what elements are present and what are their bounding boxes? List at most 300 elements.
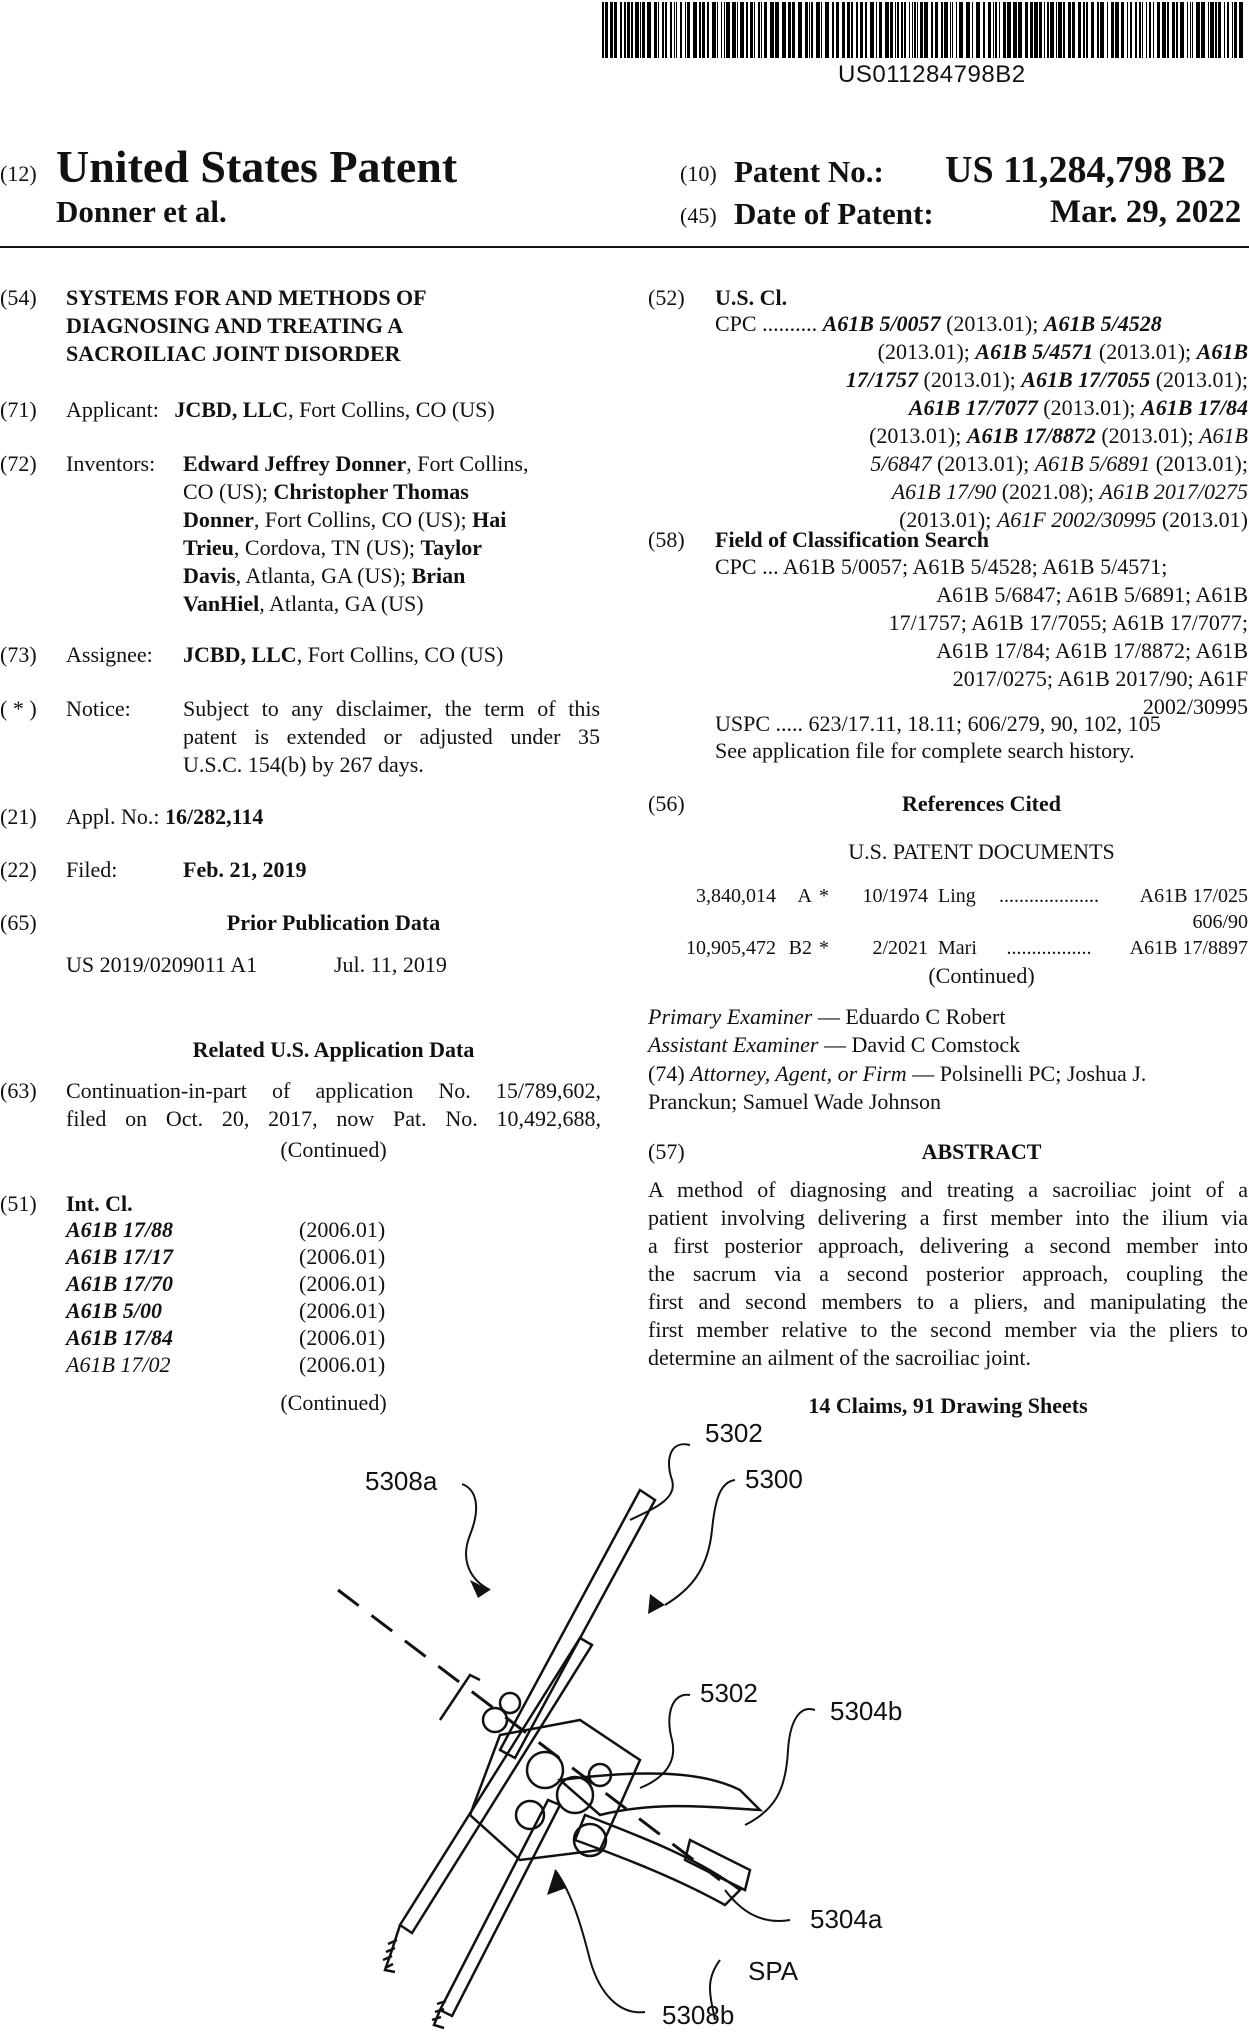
claims-line: 14 Claims, 91 Drawing Sheets xyxy=(808,1393,1088,1418)
barcode-bar xyxy=(1078,2,1081,58)
cpc-line xyxy=(715,450,1248,478)
barcode-bar xyxy=(726,2,730,58)
barcode-bar xyxy=(993,2,994,58)
barcode-bar xyxy=(647,2,651,58)
barcode-bar xyxy=(931,2,933,58)
intcl-label: Int. Cl. xyxy=(66,1191,133,1216)
label-5304a: 5304a xyxy=(810,1904,883,1934)
barcode-bar xyxy=(885,2,889,58)
assignee-code: (73) xyxy=(0,642,37,667)
barcode-bar xyxy=(1210,2,1214,58)
cpc-text: (2013.01); xyxy=(1037,395,1142,420)
barcode-bar xyxy=(1058,2,1062,58)
barcode-bar xyxy=(775,2,779,58)
barcode-bar xyxy=(658,2,659,58)
inventor-line xyxy=(183,478,603,506)
continuation-more: (Continued) xyxy=(280,1137,387,1162)
barcode-bar xyxy=(605,2,608,58)
barcode-bar xyxy=(699,2,701,58)
barcode-bar xyxy=(746,2,748,58)
barcode-bar xyxy=(1239,2,1243,58)
barcode-bar xyxy=(1135,2,1137,58)
barcode-bar xyxy=(1234,2,1237,58)
intcl-version: (2006.01) xyxy=(299,1352,386,1377)
attorney-line2: Pranckun; Samuel Wade Johnson xyxy=(648,1089,941,1114)
abstract-line: A method of diagnosing and treating a sacroiliac joint of a xyxy=(648,1177,1248,1202)
refs-code: (56) xyxy=(648,791,685,816)
barcode-bar xyxy=(952,2,953,58)
cpc-text: A61B 17/7077 xyxy=(908,395,1038,420)
intcl-code: (51) xyxy=(0,1191,37,1216)
barcode-bar xyxy=(1068,2,1071,58)
barcode-bar xyxy=(1149,2,1151,58)
reference-kind: A xyxy=(797,885,812,907)
barcode-bar xyxy=(1086,2,1088,58)
inventor-text: , Atlanta, GA (US) xyxy=(259,591,424,616)
reference-name: Mari xyxy=(938,937,977,959)
abstract-line: determine an ailment of the sacroiliac joint. xyxy=(648,1345,1032,1370)
patent-number: US 11,284,798 B2 xyxy=(945,149,1226,191)
barcode-bar xyxy=(1215,2,1217,58)
barcode-bar xyxy=(1232,2,1233,58)
date-label: Date of Patent: xyxy=(734,196,934,231)
cpc-text: (2013.01); xyxy=(1095,423,1200,448)
see-line: See application file for complete search history. xyxy=(715,738,1135,763)
primary-label: Primary Examiner xyxy=(648,1004,813,1029)
barcode-bar xyxy=(685,2,686,58)
cpc-text: (2013.01); xyxy=(940,311,1044,336)
cpc-text: (2013.01); xyxy=(877,339,976,364)
barcode-bar xyxy=(956,2,957,58)
barcode-bar xyxy=(676,2,677,58)
barcode-bar xyxy=(1056,2,1057,58)
cpc-text: (2013.01) xyxy=(1156,507,1248,532)
barcode-bar xyxy=(662,2,664,58)
barcode-bar xyxy=(758,2,760,58)
reference-no: 3,840,014 xyxy=(696,885,776,907)
continuation-code: (63) xyxy=(0,1078,37,1103)
barcode-bar xyxy=(811,2,813,58)
field-cpc-line: 2002/30995 xyxy=(1142,694,1248,719)
cpc-text: A61B xyxy=(1199,423,1248,448)
barcode-bar xyxy=(950,2,951,58)
barcode-bar xyxy=(825,2,829,58)
barcode-bar xyxy=(901,2,903,58)
reference-name: Ling xyxy=(938,885,976,907)
inventor-line xyxy=(183,534,603,562)
barcode-bar xyxy=(876,2,877,58)
related-heading: Related U.S. Application Data xyxy=(192,1037,475,1062)
barcode-bar xyxy=(1130,2,1132,58)
barcode-bar xyxy=(1047,2,1049,58)
inventors-code: (72) xyxy=(0,451,37,476)
barcode-bar xyxy=(944,2,948,58)
notice-line: patent is extended or adjusted under 35 xyxy=(183,724,600,749)
intcl-row xyxy=(66,1216,601,1243)
cpc-text: (2021.08); xyxy=(996,479,1100,504)
cpc-text: (2013.01); xyxy=(1150,367,1248,392)
field-code: (58) xyxy=(648,527,685,552)
cpc-line xyxy=(715,478,1248,506)
intcl-version: (2006.01) xyxy=(299,1325,386,1350)
intcl-row xyxy=(66,1243,601,1270)
barcode-bar xyxy=(1187,2,1188,58)
inventors-label: Inventors: xyxy=(66,451,156,476)
label-5304b: 5304b xyxy=(830,1696,903,1726)
cpc-text: A61B 17/84 xyxy=(1141,395,1248,420)
cpc-text: CPC .......... xyxy=(715,311,823,336)
barcode-bar xyxy=(1192,2,1193,58)
prior-publication xyxy=(66,951,601,979)
us-docs-heading: U.S. PATENT DOCUMENTS xyxy=(848,839,1115,864)
barcode-bar xyxy=(935,2,938,58)
cpc-text: 5/6847 xyxy=(870,451,932,476)
abstract-line: patient involving delivering a first member into the ilium via xyxy=(648,1205,1248,1230)
inventor-text: Davis xyxy=(183,563,236,588)
intcl-version: (2006.01) xyxy=(299,1244,386,1269)
attorney-line1: — Polsinelli PC; Joshua J. xyxy=(906,1061,1147,1086)
cpc-text: A61B 17/7055 xyxy=(1021,367,1151,392)
reference-kind: B2 xyxy=(788,937,812,959)
reference-cls: A61B 17/025 xyxy=(1139,885,1248,907)
title-line: DIAGNOSING AND TREATING A xyxy=(66,313,404,338)
barcode-bar xyxy=(737,2,738,58)
barcode-bar xyxy=(602,2,604,58)
code-12: (12) xyxy=(0,161,37,186)
barcode-bar xyxy=(816,2,820,58)
barcode-bar xyxy=(832,2,834,58)
barcode-bar xyxy=(770,2,774,58)
barcode-bar xyxy=(788,2,791,58)
applicant-label: Applicant: xyxy=(66,397,159,422)
primary-examiner xyxy=(648,1003,1005,1031)
notice-label: Notice: xyxy=(66,696,131,721)
inventor-text: , Cordova, TN (US); xyxy=(233,535,421,560)
filed-code: (22) xyxy=(0,857,37,882)
reference-star: * xyxy=(819,885,829,907)
barcode-bar xyxy=(941,2,943,58)
barcode-bar xyxy=(614,2,617,58)
label-5308b: 5308b xyxy=(662,2000,735,2030)
cpc-text: A61B 5/0057 xyxy=(822,311,941,336)
prior-pub-number: US 2019/0209011 A1 xyxy=(66,952,258,977)
barcode-bar xyxy=(764,2,767,58)
code-10: (10) xyxy=(680,161,717,186)
barcode-bar xyxy=(1100,2,1104,58)
barcode-bar xyxy=(809,2,810,58)
barcode-bar xyxy=(712,2,716,58)
abstract-heading: ABSTRACT xyxy=(921,1139,1042,1164)
barcode-bar xyxy=(693,2,697,58)
cpc-text: (2013.01); xyxy=(1093,339,1197,364)
barcode-bar xyxy=(821,2,822,58)
reference-row xyxy=(648,884,1248,910)
reference-dots: .................... xyxy=(999,885,1099,907)
barcode-bar xyxy=(1072,2,1075,58)
field-cpc-line: A61B 17/84; A61B 17/8872; A61B xyxy=(936,638,1248,663)
barcode-bar xyxy=(740,2,744,58)
inventor-line xyxy=(183,562,603,590)
barcode-bar xyxy=(1224,2,1225,58)
barcode-bar xyxy=(1201,2,1205,58)
barcode-bar xyxy=(798,2,802,58)
intcl-code-value: A61B 17/02 xyxy=(66,1352,171,1377)
appl xyxy=(66,803,601,831)
inventor-short: Donner et al. xyxy=(56,194,227,229)
barcode-bar xyxy=(1227,2,1229,58)
applicant-name: JCBD, LLC xyxy=(174,397,289,422)
abstract-line: first and second members to a pliers, and manipulating the xyxy=(648,1289,1248,1314)
barcode-bar xyxy=(983,2,985,58)
title-line: SACROILIAC JOINT DISORDER xyxy=(66,341,401,366)
barcode-bar xyxy=(654,2,657,58)
barcode-bar xyxy=(924,2,928,58)
barcode-bar xyxy=(631,2,633,58)
inventor-text: Edward Jeffrey Donner xyxy=(183,451,407,476)
barcode-bar xyxy=(1050,2,1054,58)
abstract-code: (57) xyxy=(648,1139,685,1164)
reference-date: 2/2021 xyxy=(872,937,928,959)
intcl-code-value: A61B 17/70 xyxy=(66,1271,173,1296)
barcode-bar xyxy=(870,2,874,58)
intcl-version: (2006.01) xyxy=(299,1298,386,1323)
barcode-bar xyxy=(912,2,913,58)
intcl-code-value: A61B 17/17 xyxy=(66,1244,173,1269)
barcode-bar xyxy=(707,2,709,58)
barcode-bar xyxy=(640,2,641,58)
barcode-bar xyxy=(1044,2,1045,58)
barcode-bar xyxy=(782,2,786,58)
prior-pub-date: Jul. 11, 2019 xyxy=(334,952,447,977)
refs-more: (Continued) xyxy=(928,963,1035,988)
barcode-bar xyxy=(1013,2,1017,58)
barcode-bar xyxy=(856,2,858,58)
field-cpc-line: 2017/0275; A61B 2017/90; A61F xyxy=(952,666,1248,691)
intcl-version: (2006.01) xyxy=(299,1271,386,1296)
cpc-text: A61B 5/4528 xyxy=(1043,311,1162,336)
barcode-bar xyxy=(1091,2,1094,58)
barcode-bar xyxy=(610,2,613,58)
barcode-bar xyxy=(1176,2,1178,58)
intcl-code-value: A61B 17/88 xyxy=(66,1217,173,1242)
attorney-label: Attorney, Agent, or Firm xyxy=(690,1061,907,1086)
patent-type: United States Patent xyxy=(56,141,458,192)
cpc-line xyxy=(715,338,1248,366)
barcode-bar xyxy=(1218,2,1221,58)
inventor-line xyxy=(183,450,603,478)
applicant-code: (71) xyxy=(0,397,37,422)
barcode-bar xyxy=(1111,2,1114,58)
intcl-version: (2006.01) xyxy=(299,1217,386,1242)
barcode-bar xyxy=(687,2,690,58)
notice-line: Subject to any disclaimer, the term of this xyxy=(183,696,600,721)
cpc-text: (2013.01); xyxy=(1150,451,1248,476)
assignee-label: Assignee: xyxy=(66,642,153,667)
cpc-text: A61B 5/6891 xyxy=(1034,451,1151,476)
barcode-bar xyxy=(1115,2,1119,58)
barcode-bar xyxy=(805,2,808,58)
reference-dots: ................. xyxy=(1006,937,1092,959)
inventor-line xyxy=(183,590,603,618)
barcode-bar xyxy=(1063,2,1065,58)
barcode-bar xyxy=(1030,2,1033,58)
barcode-bar xyxy=(909,2,910,58)
assignee-location: , Fort Collins, CO (US) xyxy=(296,642,504,667)
cpc-text: A61B 17/8872 xyxy=(966,423,1096,448)
inventor-text: , Atlanta, GA (US); xyxy=(235,563,412,588)
barcode-bar xyxy=(1172,2,1175,58)
barcode-bar xyxy=(732,2,736,58)
patent-drawing xyxy=(0,1420,1249,2032)
primary-name: — Eduardo C Robert xyxy=(812,1004,1006,1029)
barcode-bar xyxy=(717,2,718,58)
barcode-bar xyxy=(897,2,899,58)
cpc-list xyxy=(715,310,1248,534)
assistant-examiner xyxy=(648,1031,1020,1059)
barcode-bar xyxy=(914,2,916,58)
barcode-bar xyxy=(702,2,705,58)
notice-text xyxy=(183,695,600,779)
uscl-code: (52) xyxy=(648,285,685,310)
barcode-bar xyxy=(890,2,893,58)
cpc-text: (2013.01); xyxy=(899,507,997,532)
barcode-bar xyxy=(1025,2,1028,58)
barcode-bar xyxy=(792,2,795,58)
inventor-text: Trieu xyxy=(183,535,234,560)
intcl-list xyxy=(66,1216,601,1378)
document-number: US011284798B2 xyxy=(838,61,1026,88)
notice-line: U.S.C. 154(b) by 267 days. xyxy=(183,752,424,777)
barcode-bar xyxy=(865,2,867,58)
barcode-bar xyxy=(1196,2,1200,58)
abstract-text xyxy=(648,1176,1248,1372)
field-cpc-line: A61B 5/6847; A61B 5/6891; A61B xyxy=(936,582,1248,607)
barcode-bar xyxy=(761,2,762,58)
barcode-bar xyxy=(895,2,896,58)
abstract-line: first member relative to the second member via the pliers to xyxy=(648,1317,1248,1342)
barcode-bar xyxy=(1146,2,1147,58)
code-45: (45) xyxy=(680,203,717,228)
reference-date: 10/1974 xyxy=(862,885,928,907)
barcode-bar xyxy=(1121,2,1124,58)
barcode-bar xyxy=(999,2,1000,58)
inventor-text: Donner xyxy=(183,507,254,532)
barcode-bar xyxy=(1142,2,1143,58)
intcl-code-value: A61B 17/84 xyxy=(66,1325,173,1350)
intcl-row xyxy=(66,1351,601,1378)
inventor-text: , Fort Collins, CO (US); xyxy=(253,507,473,532)
inventors-list xyxy=(183,450,603,618)
inventor-text: VanHiel xyxy=(183,591,260,616)
barcode-bar xyxy=(1127,2,1128,58)
cpc-text: (2013.01); xyxy=(918,367,1022,392)
cpc-text: (2013.01); xyxy=(869,423,967,448)
barcode-bar xyxy=(674,2,675,58)
patent-no-label: Patent No.: xyxy=(734,154,884,189)
intcl-code-value: A61B 5/00 xyxy=(66,1298,162,1323)
cpc-line xyxy=(715,394,1248,422)
reference-no: 10,905,472 xyxy=(686,937,776,959)
inventor-line xyxy=(183,506,603,534)
barcode-bar xyxy=(1180,2,1184,58)
barcode-bar xyxy=(1208,2,1209,58)
inventor-text: Hai xyxy=(472,507,507,532)
barcode-bar xyxy=(620,2,622,58)
applicant-location: , Fort Collins, CO (US) xyxy=(288,397,495,422)
barcode-bar xyxy=(917,2,918,58)
appl-label: Appl. No.: xyxy=(66,804,160,829)
reference-row-cont xyxy=(648,910,1248,936)
cpc-line xyxy=(715,310,1248,338)
barcode-bar xyxy=(860,2,863,58)
barcode-bar xyxy=(995,2,997,58)
reference-star: * xyxy=(819,937,829,959)
barcode-bar xyxy=(665,2,667,58)
barcode-bar xyxy=(976,2,980,58)
inventor-text: Taylor xyxy=(420,535,483,560)
barcode-bar xyxy=(1153,2,1154,58)
inventor-text: , Fort Collins, xyxy=(406,451,529,476)
label-5302-mid: 5302 xyxy=(700,1678,758,1708)
applicant xyxy=(66,396,601,424)
barcode-bar xyxy=(680,2,682,58)
barcode-bar xyxy=(670,2,672,58)
cpc-text: A61B 17/90 xyxy=(891,479,997,504)
filed-date: Feb. 21, 2019 xyxy=(183,857,307,882)
attorney-code: (74) xyxy=(648,1061,685,1086)
header-rule xyxy=(0,246,1249,248)
inventor-text: Christopher Thomas xyxy=(273,479,469,504)
intcl-row xyxy=(66,1270,601,1297)
reference-cls: A61B 17/8897 xyxy=(1129,937,1248,959)
barcode-bar xyxy=(851,2,853,58)
barcode-bar xyxy=(1083,2,1085,58)
assistant-label: Assistant Examiner xyxy=(648,1032,819,1057)
barcode-bar xyxy=(1157,2,1160,58)
uspc-line: USPC ..... 623/17.11, 18.11; 606/279, 90, 102, 105 xyxy=(715,711,1161,736)
field-label: Field of Classification Search xyxy=(715,527,989,552)
appl-number: 16/282,114 xyxy=(165,804,264,829)
cpc-text: (2013.01); xyxy=(931,451,1035,476)
inventor-text: CO (US); xyxy=(183,479,274,504)
reference-row xyxy=(648,936,1248,962)
barcode-bar xyxy=(972,2,973,58)
abstract-line: a first posterior approach, delivering a second member into xyxy=(648,1233,1248,1258)
label-5308a: 5308a xyxy=(365,1466,438,1496)
cpc-line xyxy=(715,422,1248,450)
barcode-bar xyxy=(836,2,839,58)
barcode-bar xyxy=(966,2,970,58)
patent-title xyxy=(66,284,601,368)
uscl-label: U.S. Cl. xyxy=(715,285,788,310)
barcode-bar xyxy=(1007,2,1011,58)
barcode-bar xyxy=(1039,2,1042,58)
barcode-bar xyxy=(1018,2,1022,58)
field-cpc-line: 17/1757; A61B 17/7055; A61B 17/7077; xyxy=(888,610,1248,635)
instrument xyxy=(383,1490,760,2028)
reference-cls2: 606/90 xyxy=(1192,911,1248,933)
continuation-text xyxy=(66,1077,601,1133)
notice-code: ( * ) xyxy=(0,696,37,721)
barcode-bar xyxy=(959,2,963,58)
barcode-bar xyxy=(1034,2,1038,58)
abstract-line: the sacrum via a second posterior approach, coupling the xyxy=(648,1261,1248,1286)
barcode-bar xyxy=(721,2,722,58)
label-5302-top: 5302 xyxy=(705,1420,763,1448)
attorney xyxy=(648,1060,1146,1088)
cpc-text: A61B 2017/0275 xyxy=(1099,479,1248,504)
barcode-bar xyxy=(1167,2,1169,58)
